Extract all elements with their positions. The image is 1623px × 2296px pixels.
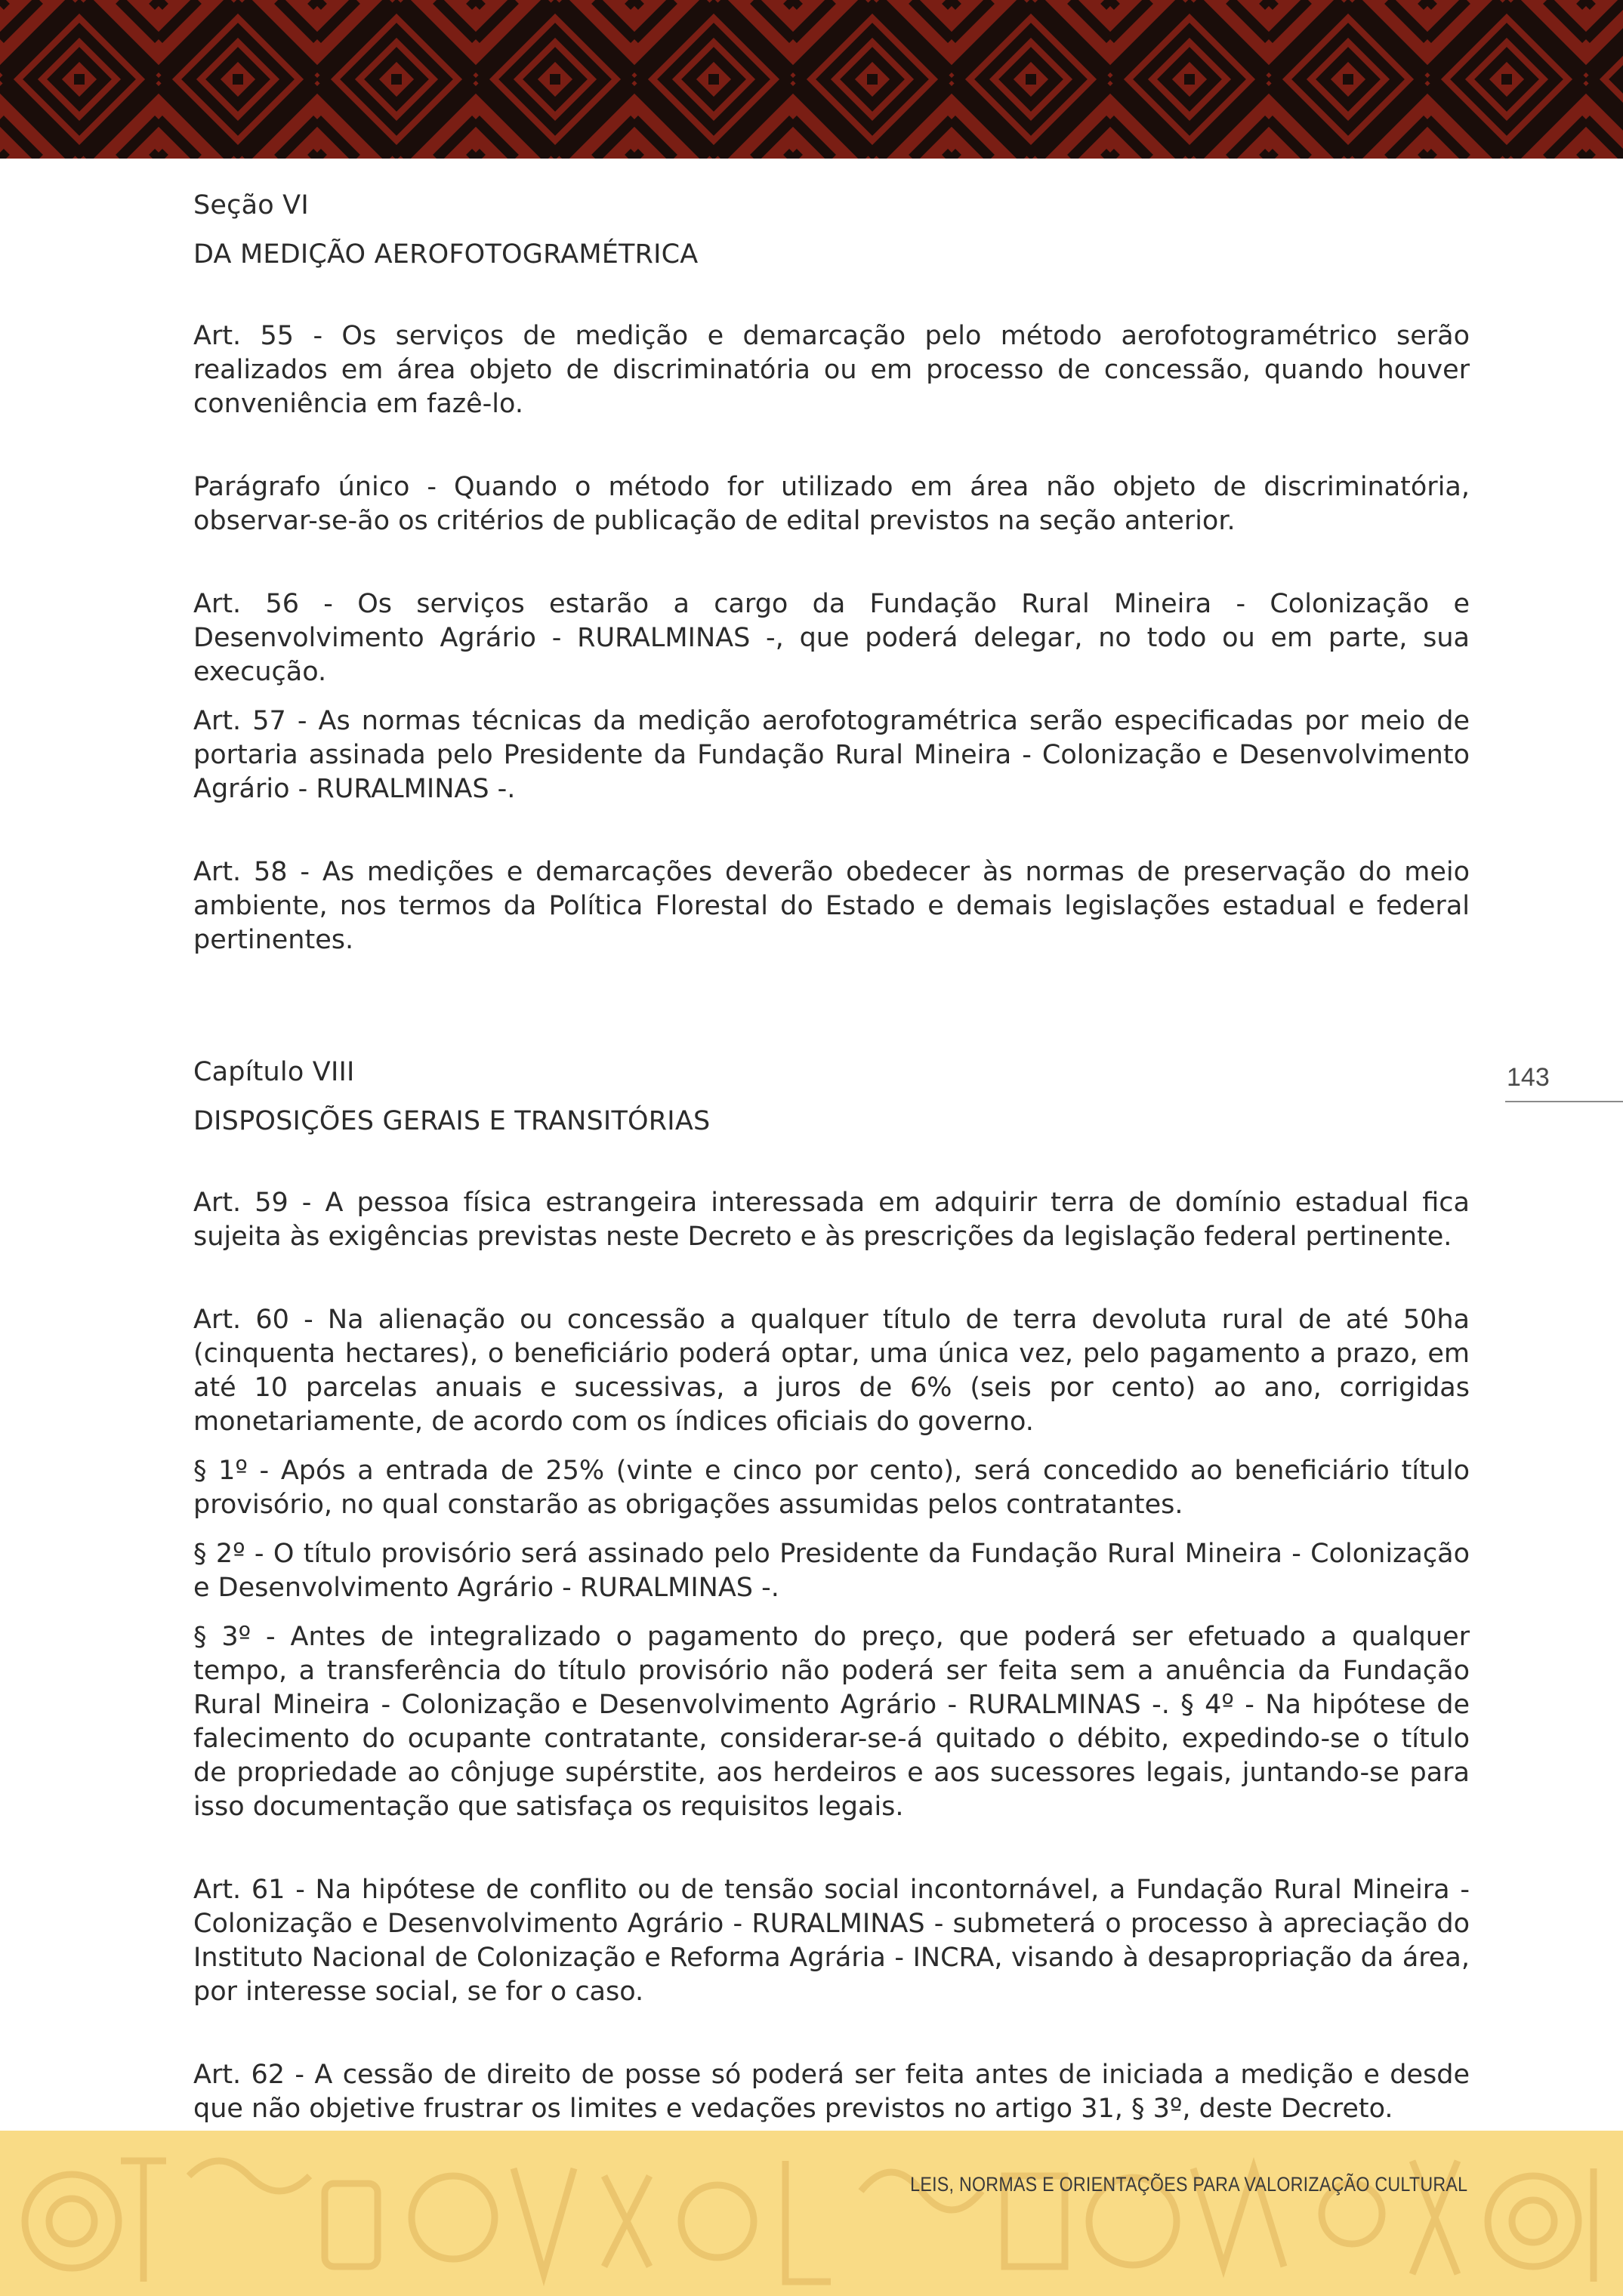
article-60: Art. 60 - Na alienação ou concessão a qualquer título de terra devoluta rural de até 50ha (cinquenta hectares), o beneficiário poderá optar, uma única vez, pelo pagamento a prazo, em até 10 parcelas anuais e sucessivas, a juros de 6% (seis por cento) ao ano, corrigidas monetariamente, de acordo com os índices oficiais do governo.	[193, 1305, 1470, 1437]
article-62: Art. 62 - A cessão de direito de posse só poderá ser feita antes de iniciada a medição e desde que não objetive frustrar os limites e vedações previstos no artigo 31, § 3º, deste Decreto.	[193, 2060, 1470, 2124]
article-55: Art. 55 - Os serviços de medição e demarcação pelo método aerofotogramétrico serão realizados em área objeto de discriminatória ou em processo de concessão, quando houver conveniência em fazê-lo.	[193, 321, 1470, 419]
document-body	[193, 189, 1470, 2126]
article-61: Art. 61 - Na hipótese de conflito ou de tensão social incontornável, a Fundação Rural Mineira - Colonização e Desenvolvimento Agrário - RURALMINAS - submeterá o processo à apreciação do Instituto Nacional de Colonização e Reforma Agrária - INCRA, visando à desapropriação da área, por interesse social, se for o caso.	[193, 1875, 1470, 2007]
section-label: Seção VI	[193, 190, 309, 220]
article-60-paragraph-3-4: § 3º - Antes de integralizado o pagamento do preço, que poderá ser efetuado a qualquer tempo, a transferência do título provisório não poderá ser feita sem a anuência da Fundação Rural Mineira - Colonização e Desenvolvimento Agrário - RURALMINAS -. § 4º - Na hipótese de falecimento do ocupante contratante, considerar-se-á quitado o débito, expedindo-se o título de propriedade ao cônjuge supérstite, aos herdeiros e aos sucessores legais, juntando-se para isso documentação que satisfaça os requisitos legais.	[193, 1622, 1470, 1822]
top-banner	[0, 0, 1623, 159]
footer-title: LEIS, NORMAS E ORIENTAÇÕES PARA VALORIZAÇÃO CULTURAL	[909, 2173, 1467, 2196]
article-55-sole-paragraph: Parágrafo único - Quando o método for utilizado em área não objeto de discriminatória, observar-se-ão os critérios de publicação de edital previstos na seção anterior.	[193, 472, 1470, 536]
chapter-title: DISPOSIÇÕES GERAIS E TRANSITÓRIAS	[193, 1106, 711, 1136]
footer-decorative-pattern	[0, 2131, 1623, 2296]
section-title: DA MEDIÇÃO AEROFOTOGRAMÉTRICA	[193, 239, 699, 270]
article-60-paragraph-1: § 1º - Após a entrada de 25% (vinte e cinco por cento), será concedido ao beneficiário título provisório, no qual constarão as obrigações assumidas pelos contratantes.	[193, 1456, 1470, 1520]
page-number-rule	[1505, 1101, 1623, 1102]
article-58: Art. 58 - As medições e demarcações deverão obedecer às normas de preservação do meio ambiente, nos termos da Política Florestal do Estado e demais legislações estadual e federal pertinentes.	[193, 857, 1470, 955]
geometric-pattern-banner	[0, 0, 1623, 159]
article-56: Art. 56 - Os serviços estarão a cargo da Fundação Rural Mineira - Colonização e Desenvolvimento Agrário - RURALMINAS -, que poderá delegar, no todo ou em parte, sua execução.	[193, 589, 1470, 687]
chapter-label: Capítulo VIII	[193, 1057, 355, 1087]
article-59: Art. 59 - A pessoa física estrangeira interessada em adquirir terra de domínio estadual fica sujeita às exigências previstas neste Decreto e às prescrições da legislação federal pertinente.	[193, 1188, 1470, 1252]
page-number: 143	[1507, 1063, 1550, 1092]
article-57: Art. 57 - As normas técnicas da medição aerofotogramétrica serão especificadas por meio de portaria assinada pelo Presidente da Fundação Rural Mineira - Colonização e Desenvolvimento Agrário - RURALMINAS -.	[193, 706, 1470, 804]
footer-band	[0, 2131, 1623, 2296]
article-60-paragraph-2: § 2º - O título provisório será assinado pelo Presidente da Fundação Rural Mineira - Colonização e Desenvolvimento Agrário - RURALMINAS -.	[193, 1539, 1470, 1603]
